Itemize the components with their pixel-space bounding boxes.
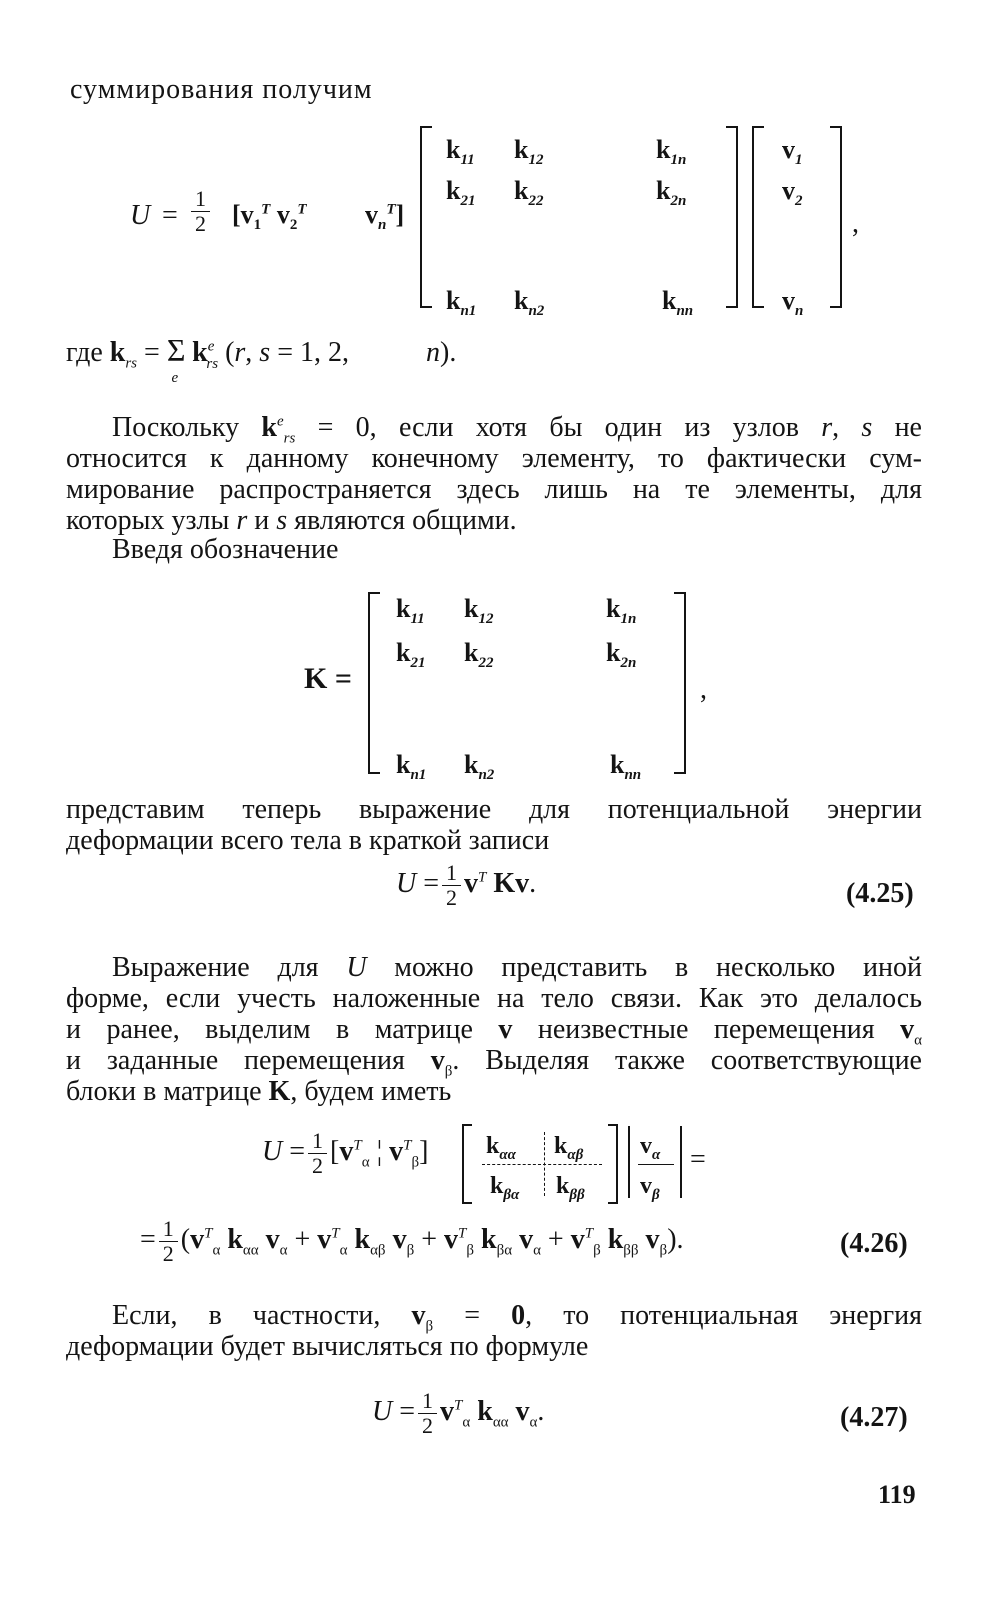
eq-4-26-vsep [544,1132,545,1196]
eq-4-26-vector-right-bar [680,1126,682,1198]
eq1-cell: $k_{n1}$ [446,286,477,320]
where-line: где $k_{rs} = \Sigma_ek^e_{rs}$ (r, s = 1, 2, n). [66,332,457,386]
eq1-trailing-comma: , [852,208,859,239]
equation-number: (4.26) [840,1228,908,1259]
paragraph-1 [66,412,922,536]
eq1-vector-cell: $v_n$ [782,286,804,320]
eq-4-26-equals: = [690,1144,706,1175]
eq1-cell: $k_{1n}$ [656,135,687,169]
eq-4-26-hsep [482,1164,602,1165]
eq-4-27-expr: U = $\frac{1}{2}$ $v^T_\alpha$ $k_{\alpha\alpha}$ $v_\alpha$. [372,1388,545,1438]
eq-4-26-line2: = $\frac{1}{2}$ ($v^T_\alpha$ $k_{\alpha\alpha}$ $v_\alpha + v^T_\alpha$ $k_{\alpha\beta}$ $v_\beta + v^T_\beta$ $k_{\beta\alpha}$ $v_\alpha + v^T_\beta$ $k_{\beta\beta}$ $v_\beta$). [140,1216,684,1266]
paragraph-4 [66,952,922,1107]
eq2-cell: $k_{n2}$ [464,750,495,784]
eq-4-26-vector-sep [638,1164,674,1165]
eq1-vector-cell: $v_2$ [782,176,803,210]
eq2-cell: $k_{nn}$ [610,750,642,784]
text-line: относится к данному конечному элементу, то фактически сум- [66,443,922,474]
eq-4-26-vector-cell: $v_\alpha$ [640,1133,661,1163]
text-line: Поскольку $k^e_{rs} = 0$, если хотя бы один из узлов r, s не [112,412,922,447]
equation-number: (4.27) [840,1402,908,1433]
eq1-vector-right-bracket [830,126,842,308]
eq-4-25-expr: U = $\frac{1}{2}$ $v^T$ Kv. [396,860,537,910]
eq1-cell: $k_{2n}$ [656,176,687,210]
eq-4-26-block: $k_{\beta\beta}$ [556,1173,585,1203]
paragraph-3 [66,794,922,856]
eq1-cell: $k_{n2}$ [514,286,545,320]
eq1-cell: $k_{12}$ [514,135,544,169]
text-line: представим теперь выражение для потенциальной энергии [66,794,922,825]
text-line: мирование распространяется здесь лишь на те элементы, для [66,474,922,505]
eq1-cell: $k_{nn}$ [662,286,694,320]
eq1-cell: $k_{21}$ [446,176,476,210]
eq2-cell: $k_{1n}$ [606,594,637,628]
eq1-fraction: $\frac{1}{2}$ [188,188,213,235]
intro-text: суммирования получим [70,74,373,105]
eq2-cell: $k_{12}$ [464,594,494,628]
text-line: деформации всего тела в краткой записи [66,825,550,856]
equation-number: (4.25) [846,878,914,909]
eq1-matrix-right-bracket [726,126,738,308]
eq2-lhs: K = [304,662,352,695]
text-line: блоки в матрице K, будем иметь [66,1076,452,1107]
eq-4-26-matrix-left-bracket [462,1124,472,1204]
eq-4-26-vector-left-bar [628,1126,630,1198]
eq1-vector-left-bracket [752,126,764,308]
eq-4-26-block: $k_{\beta\alpha}$ [490,1173,520,1203]
eq2-left-bracket [368,592,380,774]
eq1-equals: = [162,200,178,231]
text-line: и заданные перемещения $v_\beta$. Выделяя также соответствующие [66,1045,922,1080]
eq1-cell: $k_{22}$ [514,176,544,210]
eq2-cell: $k_{2n}$ [606,638,637,672]
eq1-cell: $k_{11}$ [446,135,475,169]
text-line: Выражение для U можно представить в несколько иной [112,952,922,983]
eq-4-26-vector-cell: $v_\beta$ [640,1173,660,1203]
eq2-cell: $k_{n1}$ [396,750,427,784]
paragraph-5 [66,1300,922,1362]
eq-4-26-block: $k_{\alpha\alpha}$ [486,1133,516,1163]
text-line: Если, в частности, $v_\beta = 0$, то потенциальная энергия [112,1300,922,1335]
eq2-cell: $k_{22}$ [464,638,494,672]
eq1-row-vector: [$v_1^T$ $v_2^T$ $v_n^T$] [232,200,405,234]
eq2-trailing-comma: , [700,674,707,705]
text-line: которых узлы r и s являются общими. [66,505,517,536]
eq-4-26-matrix-right-bracket [608,1124,618,1204]
text-line: и ранее, выделим в матрице v неизвестные перемещения $v_\alpha$ [66,1014,922,1049]
eq2-right-bracket [674,592,686,774]
text-line: деформации будет вычисляться по формуле [66,1331,589,1362]
eq-4-26-block: $k_{\alpha\beta}$ [554,1133,584,1163]
text-line: форме, если учесть наложенные на тело связи. Как это делалось [66,983,922,1014]
paragraph-2: Введя обозначение [112,534,339,565]
eq1-vector-cell: $v_1$ [782,135,803,169]
eq1-matrix-left-bracket [420,126,432,308]
eq2-cell: $k_{11}$ [396,594,425,628]
eq1-lhs: U [130,200,151,231]
eq-4-26-line1: U = $\frac{1}{2}$ [$v^T_\alpha$ ¦ $v^T_\beta$] [262,1128,429,1178]
page-number: 119 [878,1480,916,1509]
eq2-cell: $k_{21}$ [396,638,426,672]
